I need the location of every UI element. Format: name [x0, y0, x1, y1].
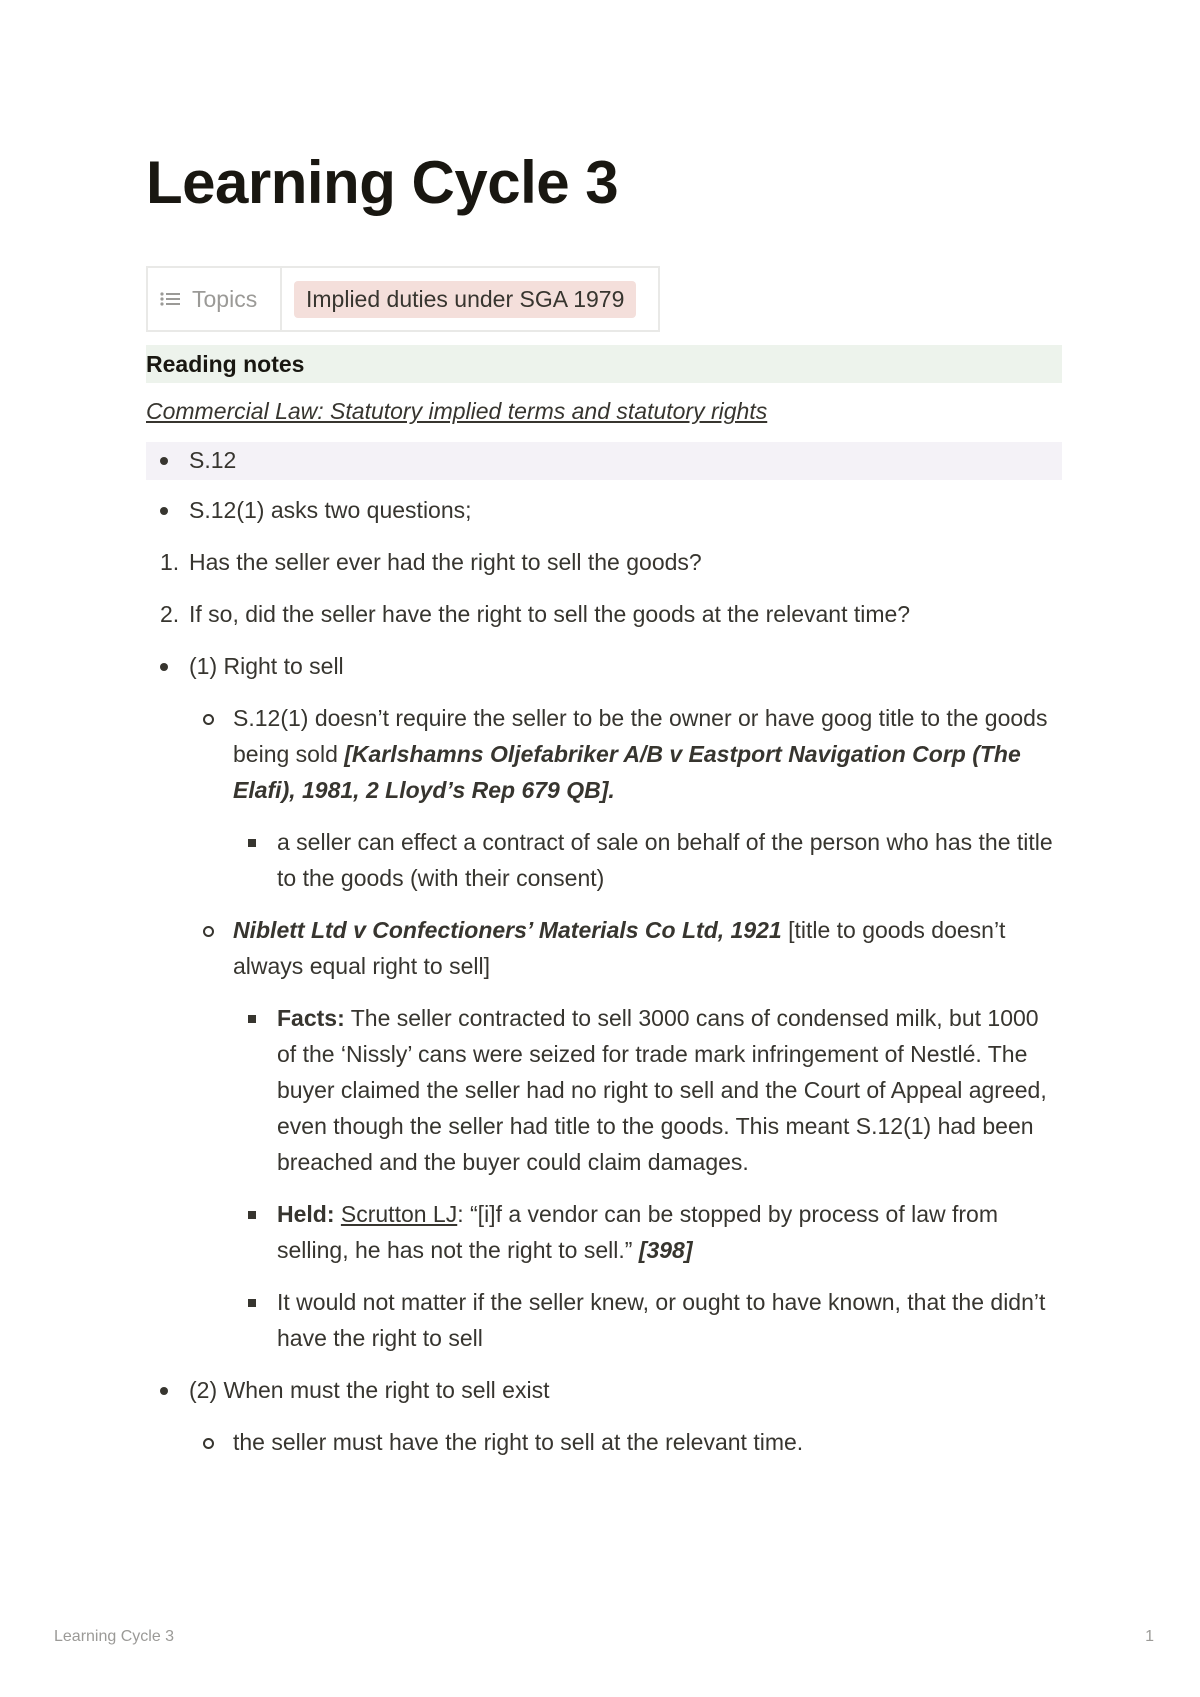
- judge-link[interactable]: Scrutton LJ: [340, 1201, 458, 1227]
- bullet-dot-icon: [160, 663, 168, 671]
- list-item: [146, 492, 1062, 528]
- item-text: the seller must have the right to sell at the relevant time.: [233, 1429, 804, 1455]
- bullet-ring-icon: [203, 1438, 214, 1449]
- bullet-ring-icon: [203, 926, 214, 937]
- property-key-label: Topics: [192, 285, 258, 312]
- bullet-ring-icon: [203, 714, 214, 725]
- item-text: [title to goods doesn’t always equal right to sell]: [233, 917, 1006, 979]
- bullet-square-icon: [248, 1211, 256, 1219]
- held-label: Held:: [277, 1201, 335, 1227]
- source-link[interactable]: Commercial Law: Statutory implied terms and statutory rights: [146, 398, 768, 424]
- footer-title: Learning Cycle 3: [54, 1628, 175, 1645]
- item-text: If so, did the seller have the right to sell the goods at the relevant time?: [189, 601, 911, 627]
- page-title: Learning Cycle 3: [146, 149, 619, 216]
- item-text: Has the seller ever had the right to sell the goods?: [189, 549, 702, 575]
- bullet-square-icon: [248, 839, 256, 847]
- property-key[interactable]: [148, 268, 282, 330]
- page-number: 1: [1145, 1628, 1154, 1645]
- item-text: S.12(1) doesn’t require the seller to be the owner or have goog title to the goods being sold: [233, 705, 1048, 767]
- list-item: [146, 700, 1062, 808]
- item-text: (2) When must the right to sell exist: [189, 1377, 550, 1403]
- numbered-item: [146, 596, 1062, 632]
- notes-body: [146, 442, 1062, 1476]
- list-item: [146, 824, 1062, 896]
- list-item: [146, 648, 1062, 684]
- list-item: [146, 442, 1062, 480]
- item-text: : “[i]f a vendor can be stopped by process of law from selling, he has not the right to sell.”: [277, 1201, 999, 1263]
- bullet-dot-icon: [160, 457, 168, 465]
- list-item: [146, 1196, 1062, 1268]
- list-item: [146, 1000, 1062, 1180]
- item-text: The seller contracted to sell 3000 cans of condensed milk, but 1000 of the ‘Nissly’ cans were seized for trade mark infringement of Nestlé. The buyer claimed the seller had no right to sell and the Court of Appeal agreed, even though the seller had title to the goods. This meant S.12(1) had been breached and the buyer could claim damages.: [277, 1005, 1047, 1175]
- item-text: a seller can effect a contract of sale on behalf of the person who has the title to the goods (with their consent): [277, 829, 1053, 891]
- item-text: S.12(1) asks two questions;: [189, 497, 472, 523]
- item-number: 2.: [160, 601, 180, 627]
- case-citation: [Karlshamns Oljefabriker A/B v Eastport Navigation Corp (The Elafi), 1981, 2 Lloyd’s Rep 679 QB].: [233, 741, 1021, 803]
- facts-label: Facts:: [277, 1005, 345, 1031]
- list-item: [146, 1284, 1062, 1356]
- bullet-dot-icon: [160, 1387, 168, 1395]
- item-text: (1) Right to sell: [189, 653, 344, 679]
- property-value[interactable]: [282, 268, 658, 330]
- topic-tag[interactable]: Implied duties under SGA 1979: [294, 281, 636, 318]
- list-icon: [160, 291, 182, 307]
- property-row: [146, 266, 660, 332]
- section-heading: Reading notes: [146, 345, 1062, 383]
- list-item: [146, 1424, 1062, 1460]
- item-number: 1.: [160, 549, 180, 575]
- case-citation: Niblett Ltd v Confectioners’ Materials Co Ltd, 1921: [233, 917, 782, 943]
- list-item: [146, 912, 1062, 984]
- item-text: S.12: [189, 447, 237, 473]
- bullet-square-icon: [248, 1299, 256, 1307]
- numbered-item: [146, 544, 1062, 580]
- item-text: It would not matter if the seller knew, or ought to have known, that the didn’t have the right to sell: [277, 1289, 1046, 1351]
- list-item: [146, 1372, 1062, 1408]
- paragraph-citation: [398]: [638, 1237, 693, 1263]
- bullet-square-icon: [248, 1015, 256, 1023]
- bullet-dot-icon: [160, 507, 168, 515]
